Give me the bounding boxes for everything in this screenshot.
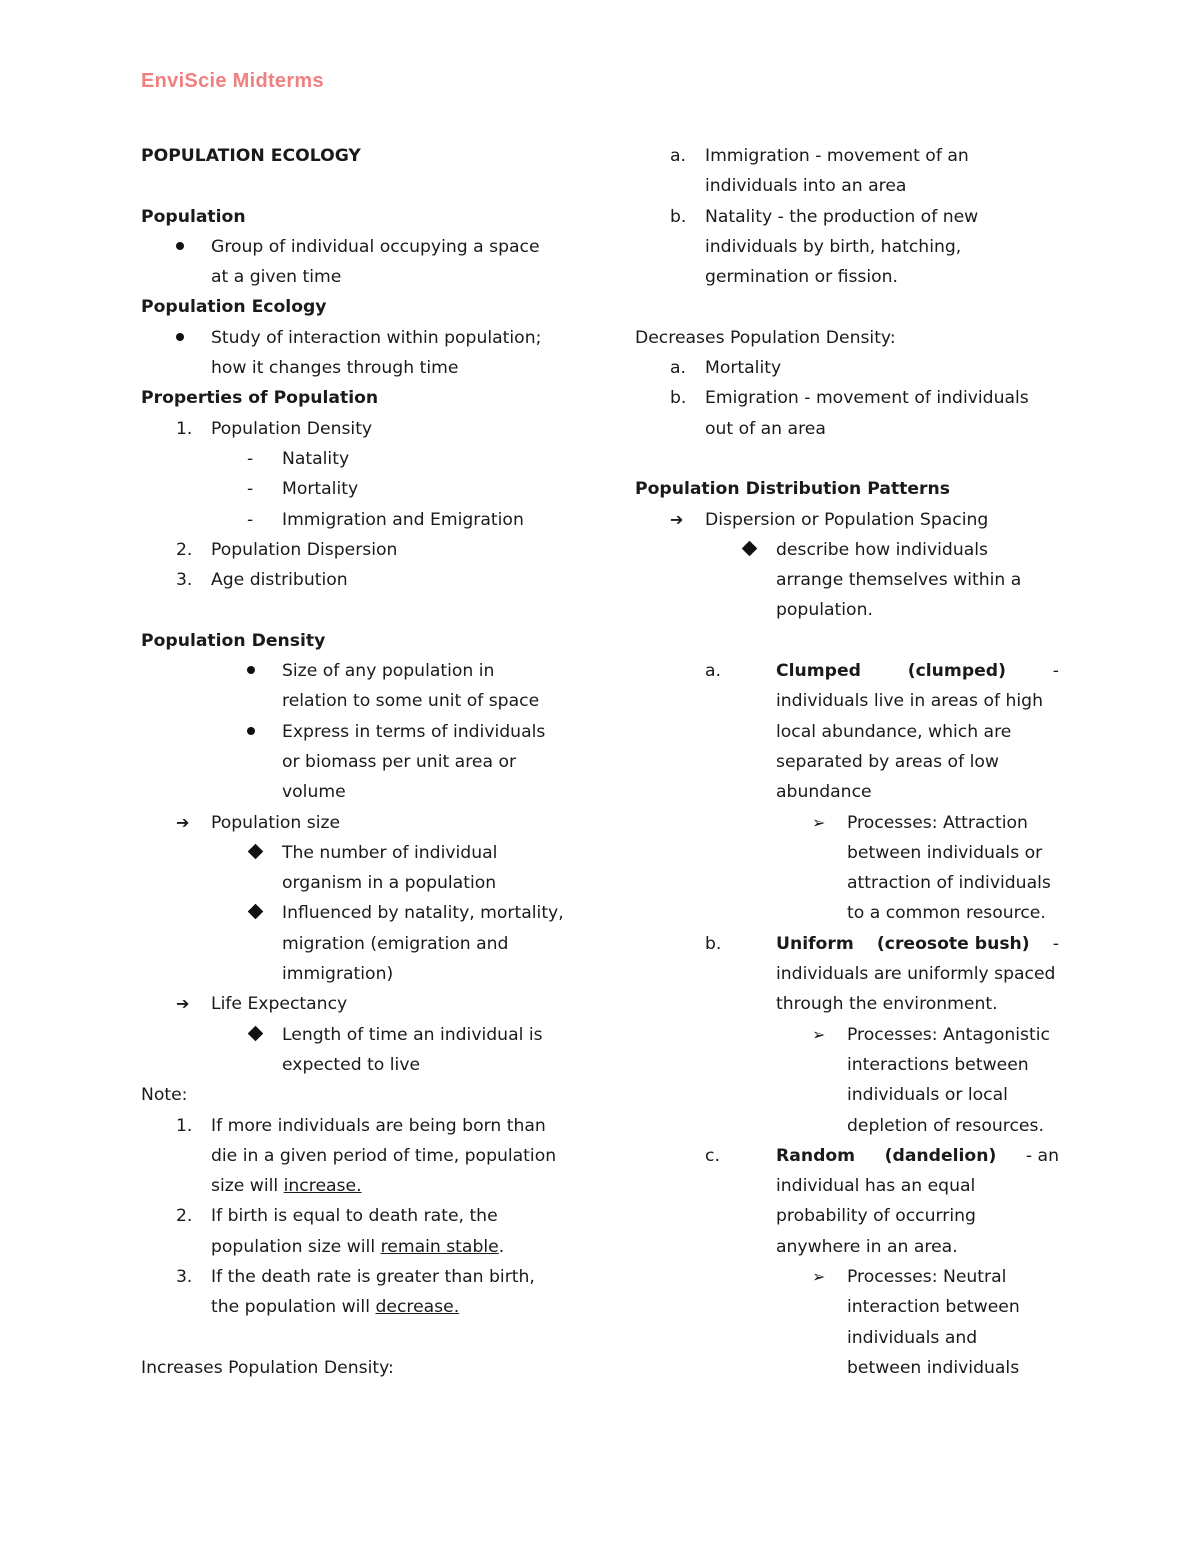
list-item-continuation: depletion of resources. [847, 1115, 1044, 1136]
arrow-item: ➔ Life Expectancy [141, 989, 564, 1019]
properties-heading: Properties of Population [141, 388, 379, 409]
list-item-continuation: size will increase. [211, 1176, 362, 1197]
list-item: Size of any population in [141, 656, 564, 686]
list-item-continuation: separated by areas of low [776, 751, 999, 772]
list-item-continuation: individuals into an area [705, 176, 907, 197]
list-item-continuation: individuals or local [847, 1085, 1008, 1106]
diamond-item: The number of individual [141, 838, 564, 868]
list-item-continuation: individuals by birth, hatching, [705, 236, 962, 257]
decreases-heading: Decreases Population Density: [635, 327, 896, 348]
list-item-continuation: between individuals or [847, 842, 1043, 863]
document-header-title: EnviScie Midterms [141, 70, 324, 92]
note-heading: Note: [141, 1085, 188, 1106]
diamond-item: describe how individuals [635, 535, 1059, 565]
numbered-item: 2. Population Dispersion [176, 539, 398, 560]
pattern-item-uniform: b. Uniform (creosote bush) - [705, 933, 1059, 954]
diamond-bullet-icon [248, 1025, 264, 1041]
list-item-continuation: interactions between [847, 1054, 1029, 1075]
left-column [141, 141, 564, 1383]
lettered-item: a. Immigration - movement of an [670, 146, 969, 166]
bullet-dot-icon [176, 333, 184, 341]
population-heading: Population [141, 206, 246, 227]
diamond-item: Length of time an individual is [141, 1020, 564, 1050]
list-item-continuation: expected to live [282, 1054, 421, 1075]
list-item: Study of interaction within population; [141, 323, 564, 353]
section-title: POPULATION ECOLOGY [141, 146, 361, 166]
arrowhead-bullet-icon: ➢ [812, 812, 826, 832]
list-item-continuation: at a given time [211, 267, 342, 288]
list-item-continuation: abundance [776, 782, 872, 803]
list-item-continuation: migration (emigration and [282, 933, 509, 954]
lettered-item: a. Mortality [670, 358, 782, 379]
list-item: Group of individual occupying a space [141, 232, 564, 262]
list-item-continuation: out of an area [705, 418, 826, 439]
list-item-continuation: the population will decrease. [211, 1297, 460, 1318]
bullet-dot-icon [247, 727, 255, 735]
list-item-continuation: volume [282, 782, 346, 803]
list-item-continuation: how it changes through time [211, 358, 459, 379]
list-item: Express in terms of individuals [141, 717, 564, 747]
list-item-continuation: between individuals [847, 1357, 1020, 1378]
bullet-dot-icon [176, 242, 184, 250]
diamond-bullet-icon [248, 904, 264, 920]
list-item-continuation: through the environment. [776, 994, 998, 1015]
process-item: ➢ Processes: Antagonistic [635, 1020, 1059, 1050]
right-column [635, 141, 1059, 1383]
list-item-continuation: individuals are uniformly spaced [776, 964, 1056, 985]
numbered-item: 2. If birth is equal to death rate, the [176, 1206, 498, 1227]
list-item-continuation: relation to some unit of space [282, 691, 540, 712]
list-item-continuation: arrange themselves within a [776, 570, 1022, 591]
numbered-item: 3. Age distribution [176, 570, 348, 591]
process-item: ➢ Processes: Attraction [635, 808, 1059, 838]
arrowhead-bullet-icon: ➢ [812, 1266, 826, 1286]
list-item-continuation: or biomass per unit area or [282, 751, 517, 772]
list-item-continuation: local abundance, which are [776, 721, 1012, 742]
lettered-item: b. Natality - the production of new [670, 206, 979, 227]
arrow-right-icon: ➔ [176, 812, 190, 832]
numbered-item: 3. If the death rate is greater than birth, [176, 1266, 535, 1287]
numbered-item: 1. If more individuals are being born than [176, 1115, 546, 1136]
emphasis-increase: increase. [283, 1176, 362, 1197]
dash-item: - Mortality [247, 479, 359, 500]
numbered-item: 1. Population Density [176, 418, 373, 439]
increases-heading: Increases Population Density: [141, 1357, 394, 1378]
arrow-right-icon: ➔ [670, 509, 684, 529]
list-item-continuation: population. [776, 600, 873, 621]
list-item-continuation: germination or fission. [705, 267, 899, 288]
list-item-continuation: individuals and [847, 1327, 978, 1348]
dash-item: - Immigration and Emigration [247, 509, 524, 530]
list-item-continuation: interaction between [847, 1297, 1020, 1318]
emphasis-decrease: decrease. [375, 1297, 460, 1318]
dash-item: - Natality [247, 448, 350, 469]
bullet-dot-icon [247, 666, 255, 674]
arrow-item: ➔ Dispersion or Population Spacing [635, 505, 1059, 535]
distribution-heading: Population Distribution Patterns [635, 479, 950, 500]
list-item-continuation: individual has an equal [776, 1176, 976, 1197]
list-item-continuation: die in a given period of time, population [211, 1145, 557, 1166]
list-item-continuation: individuals live in areas of high [776, 691, 1043, 712]
emphasis-remain-stable: remain stable [380, 1236, 499, 1257]
pattern-item-random: c. Random (dandelion) - an [705, 1145, 1059, 1166]
diamond-bullet-icon [248, 844, 264, 860]
list-item-continuation: attraction of individuals [847, 873, 1051, 894]
list-item-continuation: to a common resource. [847, 903, 1046, 924]
arrowhead-bullet-icon: ➢ [812, 1024, 826, 1044]
lettered-item: b. Emigration - movement of individuals [670, 388, 1029, 409]
list-item-continuation: probability of occurring [776, 1206, 976, 1227]
population-ecology-heading: Population Ecology [141, 297, 327, 318]
process-item: ➢ Processes: Neutral [635, 1262, 1059, 1292]
list-item-continuation: population size will remain stable. [211, 1236, 505, 1257]
pattern-item-clumped: a. Clumped (clumped) - [705, 661, 1059, 682]
arrow-item: ➔ Population size [141, 808, 564, 838]
list-item-continuation: anywhere in an area. [776, 1236, 958, 1257]
diamond-item: Influenced by natality, mortality, [141, 898, 564, 928]
diamond-bullet-icon [742, 541, 758, 557]
arrow-right-icon: ➔ [176, 994, 190, 1014]
list-item-continuation: immigration) [282, 964, 394, 985]
population-density-heading: Population Density [141, 630, 326, 651]
list-item-continuation: organism in a population [282, 873, 497, 894]
